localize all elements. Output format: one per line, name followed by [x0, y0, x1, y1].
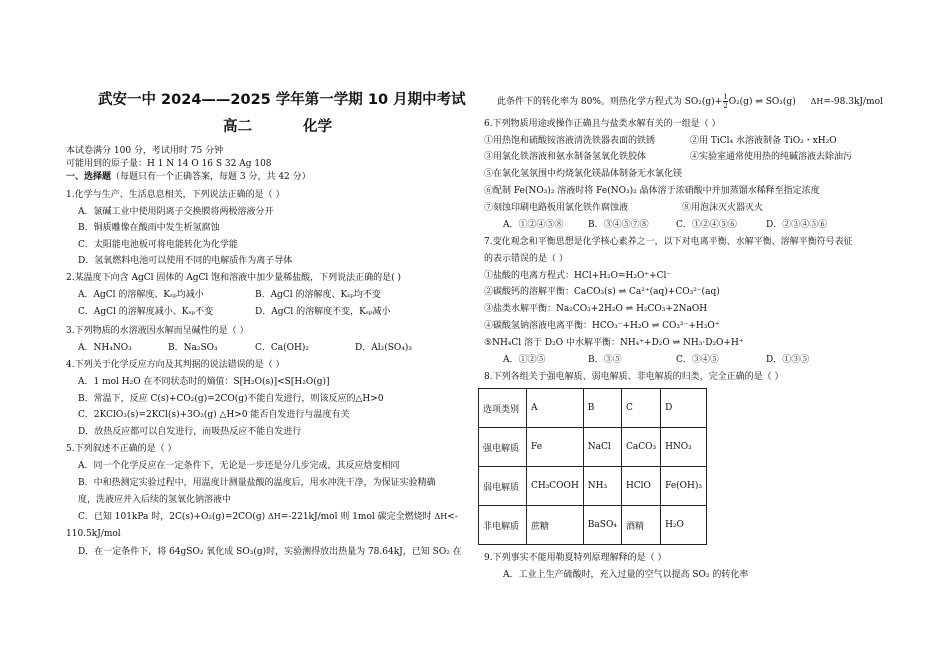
q2-option-a: A．AgCl 的溶解度、Kₛₚ均减小	[78, 290, 204, 300]
table-row	[479, 428, 707, 467]
q6-item-2: ②用 TiCl₄ 水溶液制备 TiO₂・xH₂O	[690, 136, 837, 146]
q6-item-4: ④实验室通常使用热的纯碱溶液去除油污	[690, 152, 853, 162]
table-cell: A	[526, 389, 583, 428]
table-cell: B	[583, 389, 621, 428]
table-cell: CH₃COOH	[526, 467, 583, 506]
q5d-text-d: =-98.3kJ/mol	[823, 97, 883, 107]
q7-item-5: ⑤NH₄Cl 溶于 D₂O 中水解平衡：NH₄⁺+D₂O ⇌ NH₃·D₂O+H⁺	[484, 338, 744, 348]
question-1: 1.化学与生产、生活息息相关，下列说法正确的是（ ）	[66, 190, 285, 200]
question-2: 2.某温度下向含 AgCl 固体的 AgCl 饱和溶液中加少量稀盐酸，下列说法正确的是( )	[66, 273, 401, 283]
one-half-fraction	[723, 93, 727, 110]
q5d-text-a: 此条件下的转化率为 80%。则热化学方程式为 SO₂(g)+	[497, 97, 723, 107]
q7-option-d: D．①③⑤	[766, 355, 810, 365]
exam-title: 武安一中 2024——2025 学年第一学期 10 月期中考试	[98, 92, 466, 108]
q2-option-c: C．AgCl 的溶解度减小、Kₛₚ不变	[78, 307, 214, 317]
question-4: 4.下列关于化学反应方向及其判据的说法错误的是（ ）	[66, 360, 285, 370]
table-cell: NH₃	[583, 467, 621, 506]
q5d-text-b: O₂(g)	[728, 97, 753, 107]
question-7-line1: 7.变化观念和平衡思想是化学核心素养之一，以下对电离平衡、水解平衡、溶解平衡符号表征	[484, 237, 853, 247]
table-cell: CaCO₃	[621, 428, 660, 467]
q5-option-b-line1: B．中和热测定实验过程中，用温度计测量盐酸的温度后，用水冲洗干净，为保证实验精确	[78, 478, 436, 488]
table-cell: 选项类别	[479, 389, 527, 428]
delta-h-symbol: ΔH	[434, 512, 448, 521]
q6-option-d: D．②③④⑤⑥	[766, 220, 828, 230]
table-cell: 强电解质	[479, 428, 527, 467]
equilibrium-arrow-icon: ⇌	[755, 97, 763, 107]
q5-option-c-line2: 110.5kJ/mol	[66, 529, 121, 539]
table-cell: Fe	[526, 428, 583, 467]
q4-option-a: A．1 mol H₂O 在不同状态时的熵值：S[H₂O(s)]<S[H₂O(g)]	[78, 377, 330, 387]
q9-option-a: A．工业上生产硫酸时，充入过量的空气以提高 SO₂ 的转化率	[503, 570, 749, 580]
q6-option-a: A．①②④⑤⑧	[503, 220, 564, 230]
table-cell: HClO	[621, 467, 660, 506]
q6-item-5: ⑤在氯化氢氛围中灼烧氯化镁晶体制备无水氯化镁	[484, 169, 683, 179]
delta-h-symbol: ΔH	[268, 512, 281, 521]
q5-continued	[497, 93, 883, 110]
q4-option-d: D．放热反应都可以自发进行，而吸热反应不能自发进行	[78, 427, 302, 437]
q5-option-d: D．在一定条件下，将 64gSO₂ 氧化成 SO₃(g)时，实验测得放出热量为 78.64kJ，已知 SO₂ 在	[78, 547, 462, 557]
q1-option-c: C．太阳能电池板可将电能转化为化学能	[78, 240, 238, 250]
electrolyte-table	[478, 388, 707, 545]
q6-item-3: ③用氯化铁溶液和氨水制备氢氧化铁胶体	[484, 152, 647, 162]
section-note: （每题只有一个正确答案，每题 3 分，共 42 分）	[111, 172, 311, 182]
fraction-denominator: 2	[723, 102, 728, 110]
table-row	[479, 467, 707, 506]
table-cell: Fe(OH)₃	[661, 467, 707, 506]
q7-item-1: ①盐酸的电离方程式：HCl+H₂O=H₃O⁺+Cl⁻	[484, 271, 672, 281]
q6-item-6: ⑥配制 Fe(NO₃)₂ 溶液时将 Fe(NO₃)₂ 晶体溶于浓硝酸中并加蒸馏水稀释至指定浓度	[484, 186, 820, 196]
table-cell: H₂O	[661, 506, 707, 545]
q3-option-b: B．Na₂SO₃	[168, 343, 218, 353]
q1-option-a: A．氯碱工业中使用阴离子交换膜将两极溶液分开	[78, 207, 274, 217]
q6-item-1: ①用热饱和硫酸铵溶液清洗铁器表面的铁锈	[484, 136, 656, 146]
table-row	[479, 506, 707, 545]
grade-label: 高二	[223, 119, 252, 135]
q4-option-b: B．常温下，反应 C(s)+CO₂(g)=2CO(g)不能自发进行，则该反应的△H>0	[78, 394, 384, 404]
table-cell: 酒精	[621, 506, 660, 545]
question-5: 5.下列叙述不正确的是（ ）	[66, 444, 177, 454]
section-title: 一、选择题	[66, 172, 112, 182]
question-9: 9.下列事实不能用勒夏特列原理解释的是（ ）	[484, 553, 667, 563]
q7-option-a: A．①②⑤	[503, 355, 546, 365]
section-heading	[66, 171, 311, 183]
question-3: 3.下列物质的水溶液因水解而呈碱性的是（ ）	[66, 326, 249, 336]
q2-option-d: D．AgCl 的溶解度不变，Kₛₚ减小	[255, 307, 391, 317]
q5-option-a: A．同一个化学反应在一定条件下，无论是一步还是分几步完成，其反应焓变相同	[78, 461, 400, 471]
q7-item-2: ②碳酸钙的溶解平衡：CaCO₃(s) ⇌ Ca²⁺(aq)+CO₃²⁻(aq)	[484, 287, 720, 297]
q5d-text-c: SO₃(g)	[765, 97, 796, 107]
question-8: 8.下列各组关于强电解质、弱电解质、非电解质的归类，完全正确的是（ ）	[484, 372, 784, 382]
question-7-line2: 的表示错误的是（ ）	[484, 254, 568, 264]
table-cell: BaSO₄	[583, 506, 621, 545]
q5c-text-b: =-221kJ/mol 则 1mol 碳完全燃烧时	[280, 512, 432, 522]
exam-info-line2: 可能用到的原子量：H 1 N 14 O 16 S 32 Ag 108	[66, 159, 272, 169]
q1-option-b: B．铜质雕像在酸雨中发生析氢腐蚀	[78, 223, 220, 233]
table-cell: D	[661, 389, 707, 428]
q6-option-b: B．③④⑤⑦⑧	[588, 220, 649, 230]
q2-option-b: B．AgCl 的溶解度、Kₛₚ均不变	[255, 290, 381, 300]
q5-option-c-line1	[78, 511, 458, 523]
q7-item-4: ④碳酸氢钠溶液电离平衡：HCO₃⁻+H₂O ⇌ CO₃²⁻+H₃O⁺	[484, 321, 720, 331]
subject-label: 化学	[303, 119, 332, 135]
table-header-row	[479, 389, 707, 428]
q5c-text-d: <-	[447, 512, 458, 522]
q4-option-c: C．2KClO₃(s)=2KCl(s)+3O₂(g) △H>0 能否自发进行与温度有关	[78, 410, 350, 420]
q1-option-d: D．氢氧燃料电池可以使用不同的电解质作为离子导体	[78, 256, 293, 266]
q6-option-c: C．①②④⑤⑥	[676, 220, 737, 230]
fraction-numerator: 1	[723, 93, 728, 101]
q5-option-b-line2: 度，洗液应并入后续的氢氧化钠溶液中	[78, 495, 232, 505]
exam-info-line1: 本试卷满分 100 分，考试用时 75 分钟	[66, 146, 224, 156]
q3-option-c: C．Ca(OH)₂	[255, 343, 309, 353]
q7-option-b: B．③⑤	[588, 355, 622, 365]
table-cell: 蔗糖	[526, 506, 583, 545]
q6-item-7: ⑦刻蚀印刷电路板用氯化铁作腐蚀液	[484, 203, 629, 213]
q3-option-a: A．NH₄NO₃	[78, 343, 132, 353]
q7-item-3: ③盐类水解平衡：Na₂CO₃+2H₂O ⇌ H₂CO₃+2NaOH	[484, 304, 708, 314]
table-cell: 非电解质	[479, 506, 527, 545]
table-cell: 弱电解质	[479, 467, 527, 506]
delta-h-symbol: ΔH	[810, 97, 824, 106]
q3-option-d: D．Al₂(SO₄)₃	[355, 343, 412, 353]
table-cell: C	[621, 389, 660, 428]
q6-item-8: ⑧用泡沫灭火器灭火	[682, 203, 764, 213]
table-cell: NaCl	[583, 428, 621, 467]
question-6: 6.下列物质用途或操作正确且与盐类水解有关的一组是（ ）	[484, 119, 721, 129]
q5c-text-a: C．已知 101kPa 时，2C(s)+O₂(g)=2CO(g)	[78, 512, 266, 522]
table-cell: HNO₃	[661, 428, 707, 467]
q7-option-c: C．③④⑤	[676, 355, 719, 365]
